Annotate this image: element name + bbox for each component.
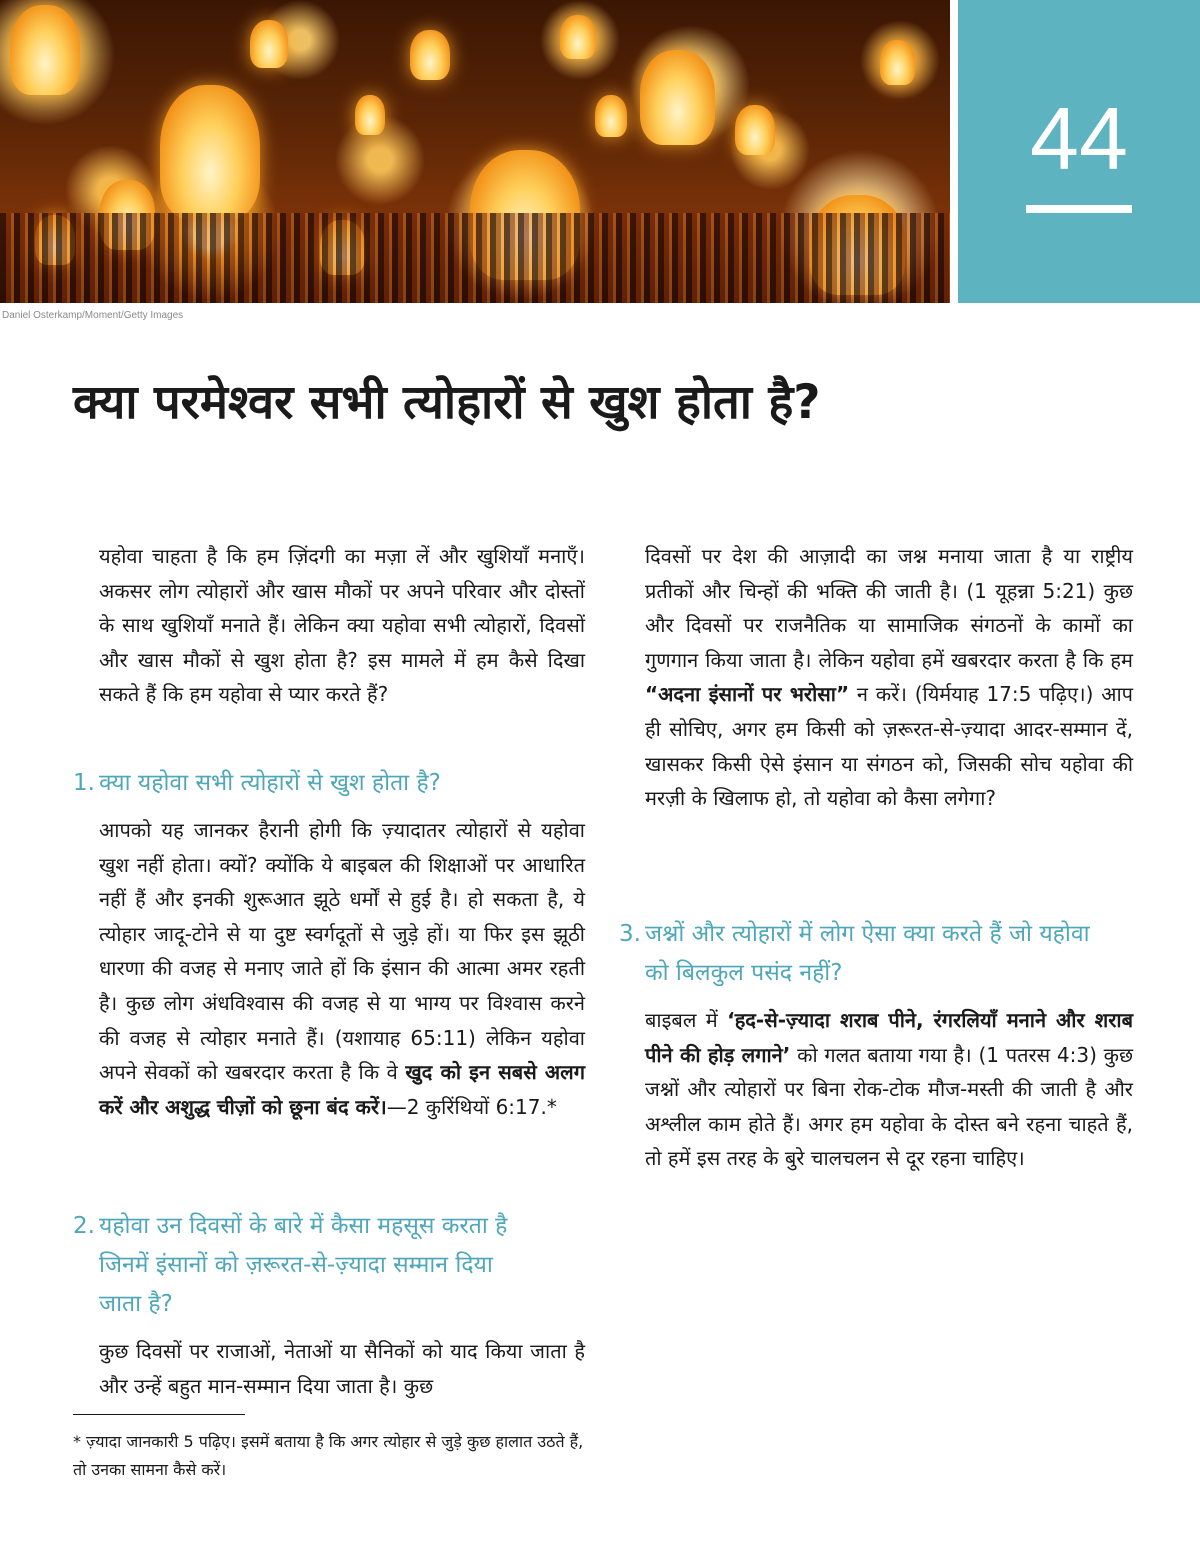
section-2-continued xyxy=(645,539,1133,816)
lantern xyxy=(560,15,596,59)
section-heading xyxy=(73,764,585,803)
intro-paragraph: यहोवा चाहता है कि हम ज़िंदगी का मज़ा लें और खुशियाँ मनाएँ। अकसर लोग त्योहारों और खास मौकों पर अपने परिवार और दोस्तों के साथ खुशियाँ मनाते हैं। लेकिन क्या यहोवा सभी त्योहारों, दिवसों और खास मौकों से खुश होता है? इस मामले में हम कैसे दिखा सकते हैं कि हम यहोवा से प्यार करते हैं? xyxy=(99,544,585,707)
section-heading xyxy=(73,1207,539,1324)
question-number: 2. xyxy=(73,1213,95,1239)
paragraph-text: बाइबल में xyxy=(645,1008,728,1032)
paragraph-text: आपको यह जानकर हैरानी होगी कि ज़्यादातर त्योहारों से यहोवा खुश नहीं होता। क्यों? क्योंकि ये बाइबल की शिक्षाओं पर आधारित नहीं हैं और इनकी शुरूआत झूठे धर्मों से हुई है। हो सकता है, ये त्योहार जादू-टोने से या दुष्ट स्वर्गदूतों से जुड़े हों। या फिर इस झूठी धारणा की वजह से मनाए जाते हों कि इंसान की आत्मा अमर रहती है। कुछ लोग अंधविश्वास की वजह से या भाग्य पर विश्वास करने की वजह से त्योहार मनाते हैं। (यशायाह 65:11) लेकिन यहोवा अपने सेवकों को खबरदार करता है कि वे xyxy=(99,818,585,1085)
paragraph-text: दिवसों पर देश की आज़ादी का जश्न मनाया जाता है या राष्ट्रीय प्रतीकों और चिन्हों की भक्ति की जाती है। (1 यूहन्ना 5:21) कुछ और दिवसों पर राजनैतिक या सामाजिक संगठनों के कामों का गुणगान किया जाता है। लेकिन यहोवा हमें खबरदार करता है कि हम xyxy=(645,544,1133,672)
lantern xyxy=(355,95,385,135)
section-paragraph xyxy=(645,1003,1133,1176)
page-title: क्या परमेश्वर सभी त्योहारों से खुश होता है? xyxy=(73,375,821,430)
lantern xyxy=(10,5,80,95)
scripture-quote: ‘हद-से-ज़्यादा शराब पीने, रंगरलियाँ मनाने और शराब पीने की होड़ लगाने’ xyxy=(645,1008,1134,1067)
lantern xyxy=(735,105,775,155)
lesson-number-box xyxy=(958,0,1200,303)
question-text: यहोवा उन दिवसों के बारे में कैसा महसूस करता है जिनमें इंसानों को ज़रूरत-से-ज़्यादा सम्मान दिया जाता है? xyxy=(99,1213,508,1317)
question-number: 3. xyxy=(619,921,641,947)
question-text: जश्नों और त्योहारों में लोग ऐसा क्या करते हैं जो यहोवा को बिलकुल पसंद नहीं? xyxy=(645,921,1090,986)
hero-photo-lanterns xyxy=(0,0,950,303)
section-1 xyxy=(73,764,585,1124)
lantern xyxy=(250,20,288,68)
section-3 xyxy=(619,915,1133,1176)
section-paragraph: कुछ दिवसों पर राजाओं, नेताओं या सैनिकों को याद किया जाता है और उन्हें बहुत मान-सम्मान दिया जाता है। कुछ xyxy=(99,1339,585,1398)
crowd-silhouette xyxy=(0,213,950,303)
section-heading xyxy=(619,915,1115,993)
lesson-number: 44 xyxy=(1030,89,1128,188)
lantern xyxy=(595,95,627,137)
lantern xyxy=(160,85,260,220)
lesson-number-underline xyxy=(1026,205,1132,213)
intro-block xyxy=(99,539,585,712)
photo-credit: Daniel Osterkamp/Moment/Getty Images xyxy=(2,310,184,321)
lantern xyxy=(640,50,715,145)
question-number: 1. xyxy=(73,770,95,796)
footnote: * ज़्यादा जानकारी 5 पढ़िए। इसमें बताया है कि अगर त्योहार से जुड़े कुछ हालात उठते हैं, तो उनका सामना कैसे करें। xyxy=(73,1432,584,1479)
paragraph-text: को गलत बताया गया है। (1 पतरस 4:3) कुछ जश्नों और त्योहारों पर बिना रोक-टोक मौज-मस्ती की जाती है और अश्लील काम होते हैं। अगर हम यहोवा के दोस्त बने रहना चाहते हैं, तो हमें इस तरह के बुरे चालचलन से दूर रहना चाहिए। xyxy=(645,1042,1133,1171)
question-text: क्या यहोवा सभी त्योहारों से खुश होता है? xyxy=(99,770,441,796)
paragraph-text: न करें। (यिर्मयाह 17:5 पढ़िए।) आप ही सोचिए, अगर हम किसी को ज़रूरत-से-ज़्यादा आदर-सम्मान दें, खासकर किसी ऐसे इंसान या संगठन को, जिसकी सोच यहोवा की मरज़ी के खिलाफ हो, तो यहोवा को कैसा लगेगा? xyxy=(645,682,1133,811)
section-2 xyxy=(73,1207,585,1403)
footnote-divider xyxy=(73,1414,245,1415)
scripture-quote: खुद को इन सबसे अलग करें और अशुद्ध चीज़ों को छूना बंद करें। xyxy=(99,1060,585,1119)
scripture-quote: “अदना इंसानों पर भरोसा” xyxy=(645,682,850,707)
scripture-reference: —2 कुरिंथियों 6:17.* xyxy=(386,1094,557,1119)
lantern xyxy=(410,30,450,80)
section-paragraph xyxy=(645,539,1133,816)
lantern xyxy=(880,40,915,85)
section-paragraph xyxy=(99,813,585,1124)
